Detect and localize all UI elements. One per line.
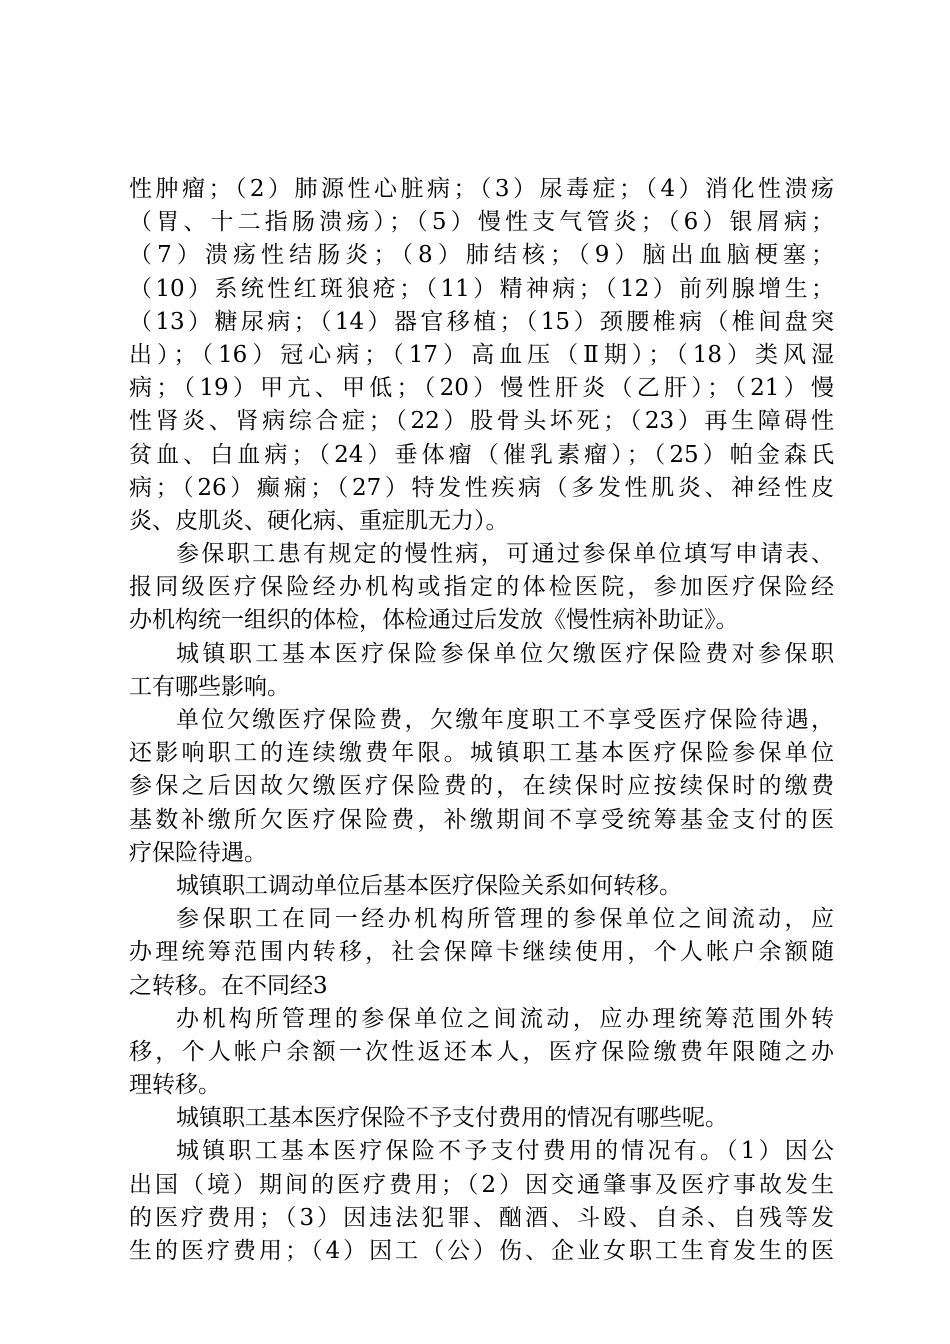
document-body	[129, 173, 834, 1268]
text-line: 移，个人帐户余额一次性返还本人，医疗保险缴费年限随之办	[129, 1038, 834, 1065]
text-line: 之转移。在不同经3	[129, 972, 328, 999]
text-line: 疗保险待遇。	[129, 839, 267, 866]
text-line: 出）；（16）冠心病；（17）高血压（Ⅱ期）；（18）类风湿	[129, 341, 834, 368]
text-line: 办机构统一组织的体检，体检通过后发放《慢性病补助证》。	[129, 607, 739, 634]
text-line: 生的医疗费用；（4）因工（公）伤、企业女职工生育发生的医	[129, 1238, 834, 1264]
text-line: 报同级医疗保险经办机构或指定的体检医院，参加医疗保险经	[129, 574, 834, 601]
paragraph-first-line: 办机构所管理的参保单位之间流动，应办理统筹范围外转	[176, 1005, 834, 1032]
text-line: （7）溃疡性结肠炎；（8）肺结核；（9）脑出血脑梗塞；	[129, 242, 834, 269]
text-line: 贫血、白血病；（24）垂体瘤（催乳素瘤）；（25）帕金森氏	[129, 441, 834, 468]
question-heading: 城镇职工基本医疗保险参保单位欠缴医疗保险费对参保职	[176, 640, 834, 667]
paragraph-first-line: 城镇职工基本医疗保险不予支付费用的情况有。（1）因公	[176, 1138, 834, 1165]
text-line: 炎、皮肌炎、硬化病、重症肌无力）。	[129, 507, 509, 534]
text-line: 的医疗费用；（3）因违法犯罪、酗酒、斗殴、自杀、自残等发	[129, 1204, 834, 1231]
paragraph-first-line: 参保职工在同一经办机构所管理的参保单位之间流动，应	[176, 906, 834, 933]
text-line: 基数补缴所欠医疗保险费，补缴期间不享受统筹基金支付的医	[129, 806, 834, 833]
text-line: （胃、十二指肠溃疡）；（5）慢性支气管炎；（6）银屑病；	[129, 209, 834, 236]
text-line: 办理统筹范围内转移，社会保障卡继续使用，个人帐户余额随	[129, 939, 834, 966]
text-line: 理转移。	[129, 1072, 221, 1099]
text-line: 还影响职工的连续缴费年限。城镇职工基本医疗保险参保单位	[129, 740, 834, 767]
text-line: 性肿瘤；（2）肺源性心脏病；（3）尿毒症；（4）消化性溃疡	[129, 176, 834, 202]
paragraph-first-line: 单位欠缴医疗保险费，欠缴年度职工不享受医疗保险待遇，	[176, 707, 834, 733]
question-heading: 城镇职工调动单位后基本医疗保险关系如何转移。	[176, 872, 682, 899]
text-line: 性肾炎、肾病综合症；（22）股骨头坏死；（23）再生障碍性	[129, 408, 834, 435]
text-line: 病；（19）甲亢、甲低；（20）慢性肝炎（乙肝）；（21）慢	[129, 375, 834, 402]
question-heading: 城镇职工基本医疗保险不予支付费用的情况有哪些呢。	[176, 1105, 728, 1132]
text-line: 工有哪些影响。	[129, 673, 290, 700]
text-line: 参保之后因故欠缴医疗保险费的，在续保时应按续保时的缴费	[129, 773, 834, 800]
text-line: 病；（26）癫痫；（27）特发性疾病（多发性肌炎、神经性皮	[129, 474, 834, 501]
paragraph-first-line: 参保职工患有规定的慢性病，可通过参保单位填写申请表、	[176, 541, 834, 568]
text-line: （13）糖尿病；（14）器官移植；（15）颈腰椎病（椎间盘突	[129, 308, 834, 335]
text-line: 出国（境）期间的医疗费用；（2）因交通肇事及医疗事故发生	[129, 1171, 834, 1198]
text-line: （10）系统性红斑狼疮；（11）精神病；（12）前列腺增生；	[129, 275, 834, 302]
